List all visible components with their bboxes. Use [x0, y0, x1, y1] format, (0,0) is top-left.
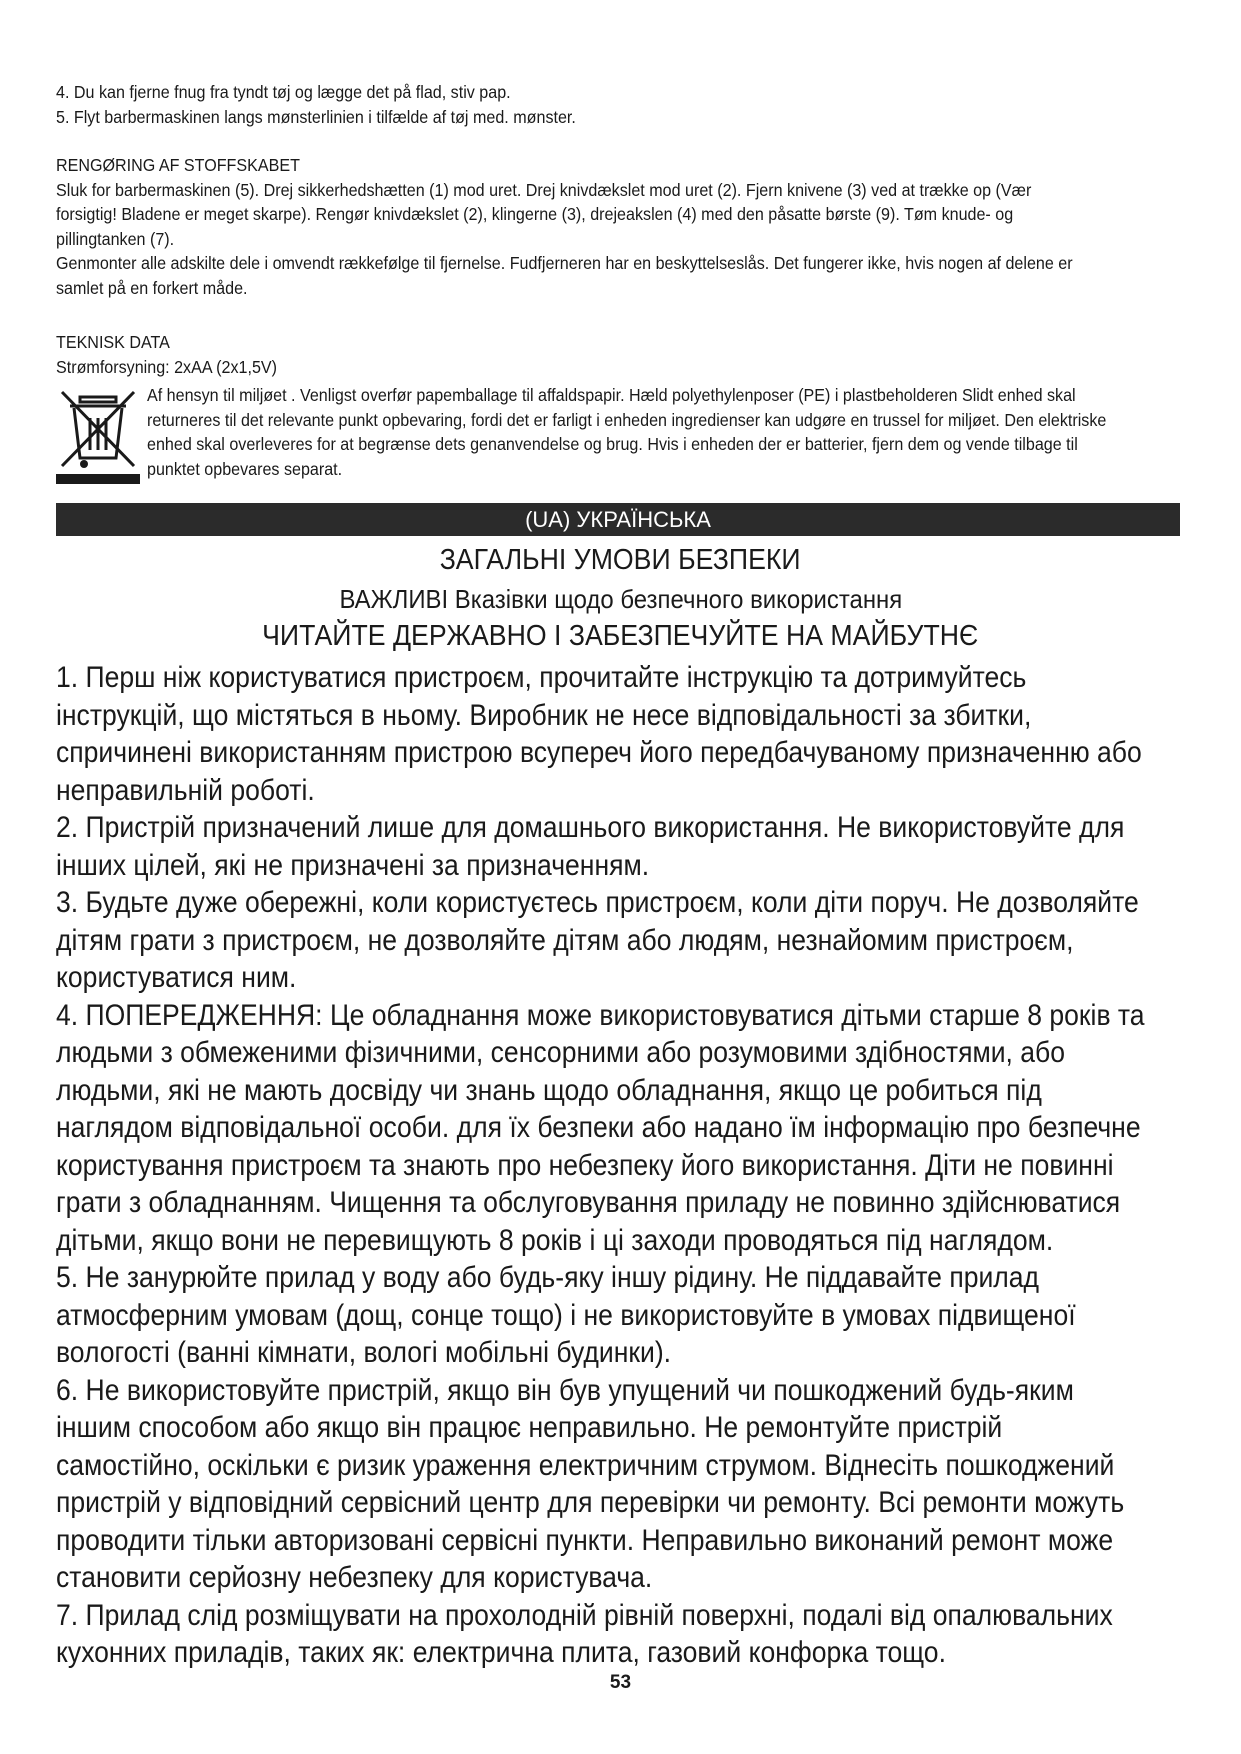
- environment-paragraph: Af hensyn til miljøet . Venligst overfør papemballage til affaldspapir. Hæld polyethylenposer (PE) i plastbeholderen Slidt enhed skal returneres til det relevante punkt opbevaring, fordi det er farligt i enheden ingredienser kan udgøre en trussel for miljøet. Den elektriske enhed skal overleveres for at begrænse dets genanvendelse og brug. Hvis i enheden der er batterier, fjern dem og vende tilbage til punktet opbevares separat.: [147, 385, 1107, 479]
- technical-section: [56, 330, 1086, 379]
- cleaning-heading: RENGØRING AF STOFFSKABET: [56, 155, 300, 175]
- page-number: 53: [609, 1672, 632, 1693]
- crossed-out-wheelie-bin-icon: [56, 384, 140, 486]
- environment-note: [147, 383, 1122, 481]
- safety-rules: [56, 659, 1150, 1672]
- rule-item: 3. Будьте дуже обережні, коли користуєтесь пристроєм, коли діти поруч. Не дозволяйте дітям грати з пристроєм, не дозволяйте дітям або людям, незнайомим пристроєм, користуватися ним.: [56, 886, 1139, 994]
- language-banner: (UA) УКРАЇНСЬКА: [56, 503, 1180, 536]
- rule-item: 2. Пристрій призначений лише для домашнього використання. Не використовуйте для інших цілей, які не призначені за призначенням.: [56, 811, 1125, 882]
- power-supply: Strømforsyning: 2xAA (2x1,5V): [56, 356, 278, 377]
- rule-item: 5. Не занурюйте прилад у воду або будь-яку іншу рідину. Не піддавайте прилад атмосферним умовам (дощ, сонце тощо) і не використовуйте в умовах підвищеної вологості (ванні кімнати, вологі мобільні будинки).: [56, 1261, 1076, 1369]
- cleaning-section: [56, 153, 1086, 300]
- rule-item: 1. Перш ніж користуватися пристроєм, прочитайте інструкцію та дотримуйтесь інструкцій, що містяться в ньому. Виробник не несе відповідальності за збитки, спричинені використанням пристрою всупереч його передбачуваному призначенню або неправильній роботі.: [56, 661, 1142, 807]
- technical-heading: TEKNISK DATA: [56, 332, 170, 352]
- cleaning-paragraph: Sluk for barbermaskinen (5). Drej sikkerhedshætten (1) mod uret. Drej knivdækslet mod uret (2). Fjern knivene (3) ved at trække op (Vær forsigtig! Bladene er meget skarpe). Rengør knivdækslet (2), klingerne (3), drejeakslen (4) med den påsatte børste (9). Tøm knude- og pillingtanken (7).: [56, 179, 1032, 249]
- top-steps: [56, 80, 1086, 129]
- read-keep-title: ЧИТАЙТЕ ДЕРЖАВНО І ЗАБЕЗПЕЧУЙТЕ НА МАЙБУТНЄ: [262, 620, 979, 652]
- safety-title: ЗАГАЛЬНІ УМОВИ БЕЗПЕКИ: [440, 544, 801, 576]
- rule-item: 4. ПОПЕРЕДЖЕННЯ: Це обладнання може використовуватися дітьми старше 8 років та людьми з обмеженими фізичними, сенсорними або розумовими здібностями, або людьми, які не мають досвіду чи знань щодо обладнання, якщо це робиться під наглядом відповідальної особи. для їх безпеки або надано їм інформацію про безпечне користування пристроєм та знають про небезпеку його використання. Діти не повинні грати з обладнанням. Чищення та обслуговування приладу не повинно здійснюватися дітьми, якщо вони не перевищують 8 років і ці заходи проводяться під наглядом.: [56, 998, 1145, 1257]
- step-line: 5. Flyt barbermaskinen langs mønsterlinien i tilfælde af tøj med. mønster.: [56, 106, 576, 127]
- cleaning-paragraph: Genmonter alle adskilte dele i omvendt rækkefølge til fjernelse. Fudfjerneren har en beskyttelseslås. Det fungerer ikke, hvis nogen af delene er samlet på en forkert måde.: [56, 253, 1073, 298]
- rule-item: 6. Не використовуйте пристрій, якщо він був упущений чи пошкоджений будь-яким іншим способом або якщо він працює неправильно. Не ремонтуйте пристрій самостійно, оскільки є ризик ураження електричним струмом. Віднесіть пошкоджений пристрій у відповідний сервісний центр для перевірки чи ремонту. Всі ремонти можуть проводити тільки авторизовані сервісні пункти. Неправильно виконаний ремонт може становити серйозну небезпеку для користувача.: [56, 1373, 1125, 1594]
- rule-item: 7. Прилад слід розміщувати на прохолодній рівній поверхні, подалі від опалювальних кухонних приладів, таких як: електрична плита, газовий конфорка тощо.: [56, 1598, 1113, 1669]
- safety-subtitle: ВАЖЛИВІ Вказівки щодо безпечного використання: [339, 584, 902, 614]
- step-line: 4. Du kan fjerne fnug fra tyndt tøj og lægge det på flad, stiv pap.: [56, 82, 511, 102]
